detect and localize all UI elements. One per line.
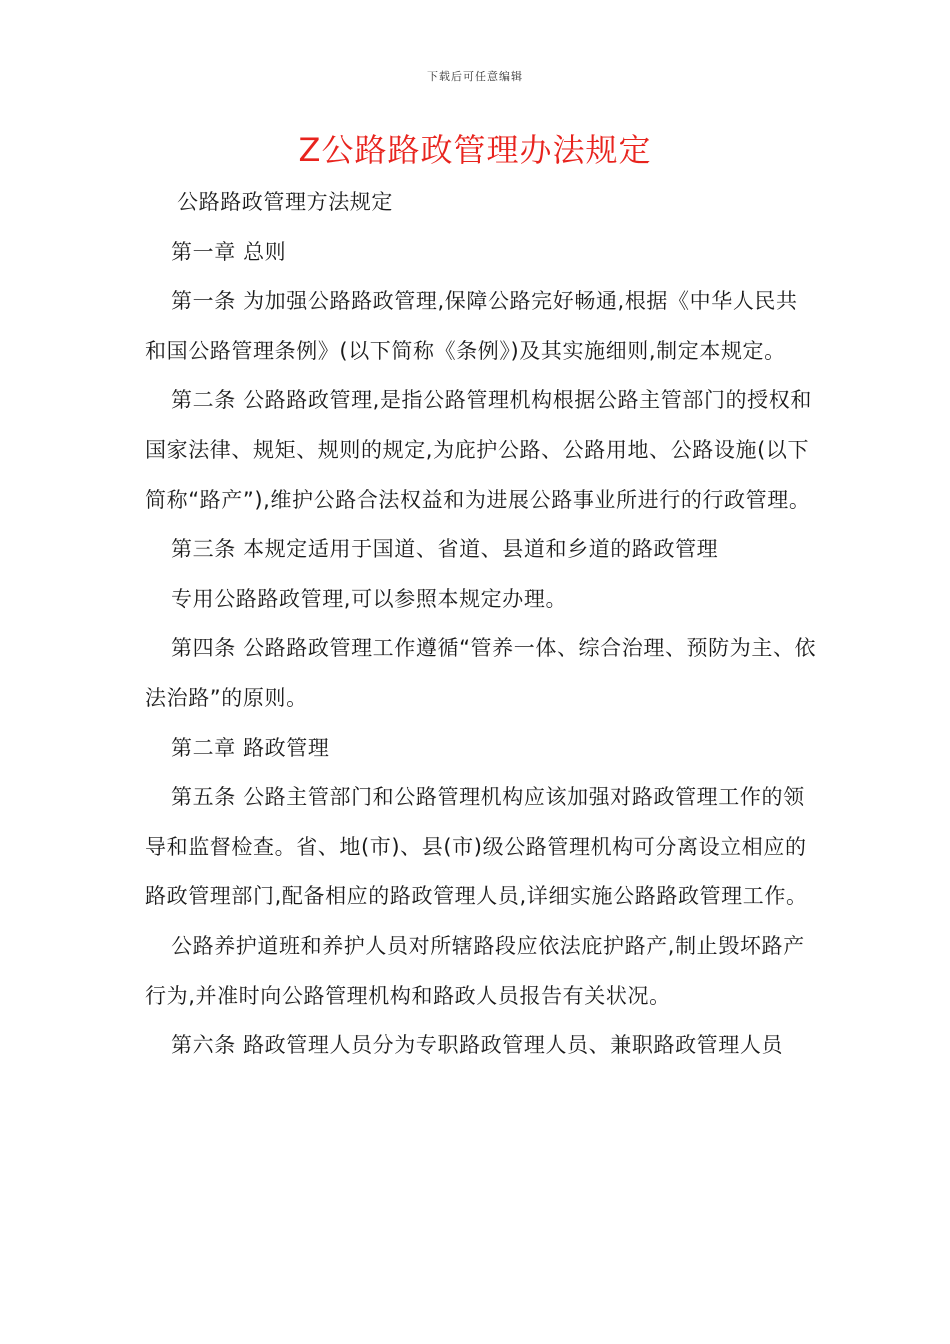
header-note: 下载后可任意编辑	[427, 70, 523, 83]
paragraph-article-5: 第五条 公路主管部门和公路管理机构应该加强对路政管理工作的领导和监督检查。省、地(市)、县(市)级公路管理机构可分离设立相应的路政管理部门,配备相应的路政管理人员,详细实施公路路政管理工作。	[145, 785, 808, 909]
paragraph-article-6: 第六条 路政管理人员分为专职路政管理人员、兼职路政管理人员	[171, 1033, 784, 1058]
paragraph-chapter-1: 第一章 总则	[171, 239, 287, 264]
document-title: Z公路路政管理办法规定	[298, 131, 652, 169]
paragraph-article-3: 第三条 本规定适用于国道、省道、县道和乡道的路政管理	[171, 537, 719, 562]
paragraph-article-3-note: 专用公路路政管理,可以参照本规定办理。	[171, 586, 568, 611]
document-body	[145, 178, 817, 1071]
paragraph-article-2: 第二条 公路路政管理,是指公路管理机构根据公路主管部门的授权和国家法律、规矩、规则的规定,为庇护公路、公路用地、公路设施(以下简称“路产”),维护公路合法权益和为进展公路事业所进行的行政管理。	[145, 388, 812, 512]
paragraph-subtitle: 公路路政管理方法规定	[177, 190, 393, 214]
paragraph-article-1: 第一条 为加强公路路政管理,保障公路完好畅通,根据《中华人民共和国公路管理条例》(以下简称《条例》)及其实施细则,制定本规定。	[145, 289, 798, 363]
paragraph-article-5-note: 公路养护道班和养护人员对所辖路段应依法庇护路产,制止毁坏路产行为,并准时向公路管理机构和路政人员报告有关状况。	[145, 933, 805, 1008]
paragraph-chapter-2: 第二章 路政管理	[171, 735, 330, 760]
paragraph-article-4: 第四条 公路路政管理工作遵循“管养一体、综合治理、预防为主、依法治路”的原则。	[145, 636, 817, 710]
